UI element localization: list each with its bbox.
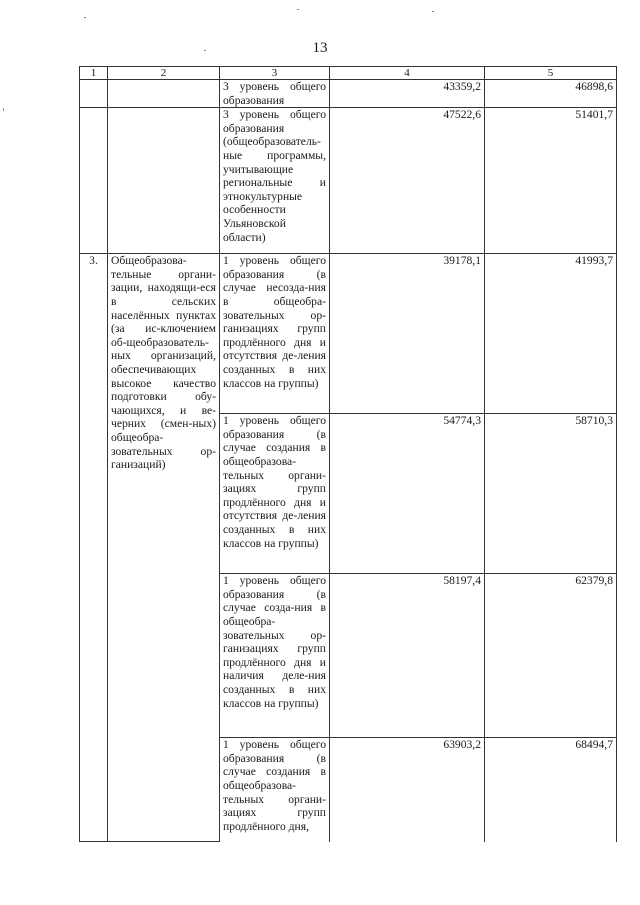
column-header: 2 — [108, 67, 220, 80]
scan-speck — [204, 50, 206, 51]
education-level-cell: 1 уровень общего образования (в случае несозда-ния в общеобра-зовательных ор-ганизациях групп продлённого дня и отсутствия де-ления созданных в них классов на группы) — [220, 254, 330, 414]
value-col5: 41993,7 — [485, 254, 617, 414]
scan-speck — [84, 17, 86, 18]
description-cell — [108, 108, 220, 254]
education-level-cell: 3 уровень общего образования — [220, 80, 330, 108]
scan-speck — [432, 11, 434, 12]
column-header: 5 — [485, 67, 617, 80]
table-row — [80, 108, 617, 254]
value-col4: 43359,2 — [330, 80, 485, 108]
value-col5: 51401,7 — [485, 108, 617, 254]
value-col5: 62379,8 — [485, 574, 617, 738]
value-col5: 58710,3 — [485, 414, 617, 574]
scan-speck — [297, 9, 299, 10]
value-col4: 39178,1 — [330, 254, 485, 414]
value-col4: 47522,6 — [330, 108, 485, 254]
number-cell: 3. — [80, 254, 108, 842]
table-row — [80, 254, 617, 414]
column-header: 4 — [330, 67, 485, 80]
tariff-table — [79, 66, 617, 842]
number-cell — [80, 108, 108, 254]
page-number: 13 — [312, 40, 328, 56]
scan-speck — [3, 108, 4, 111]
column-header: 1 — [80, 67, 108, 80]
education-level-cell: 3 уровень общего образования (общеобразователь-ные программы, учитывающие региональные и этнокультурные особенности Ульяновской области) — [220, 108, 330, 254]
value-col4: 54774,3 — [330, 414, 485, 574]
value-col5: 46898,6 — [485, 80, 617, 108]
table-header-row — [80, 67, 617, 80]
education-level-cell: 1 уровень общего образования (в случае созда-ния в общеобра-зовательных ор-ганизациях групп продлённого дня и наличия деле-ния созданных в них классов на группы) — [220, 574, 330, 738]
column-header: 3 — [220, 67, 330, 80]
education-level-cell: 1 уровень общего образования (в случае создания в общеобразова-тельных органи-зациях групп продлённого дня и отсутствия де-ления созданных в них классов на группы) — [220, 414, 330, 574]
value-col5: 68494,7 — [485, 738, 617, 842]
value-col4: 58197,4 — [330, 574, 485, 738]
education-level-cell: 1 уровень общего образования (в случае создания в общеобразова-тельных органи-зациях групп продлённого дня, — [220, 738, 330, 842]
table-row — [80, 80, 617, 108]
number-cell — [80, 80, 108, 108]
value-col4: 63903,2 — [330, 738, 485, 842]
description-cell: Общеобразова-тельные органи-зации, находящи-еся в сельских населённых пунктах (за ис-ключением об-щеобразователь-ных организаций, обеспечивающих высокое качество подготовки обу-чающихся, и ве-черних (смен-ных) общеобра-зовательных ор-ганизаций) — [108, 254, 220, 842]
description-cell — [108, 80, 220, 108]
